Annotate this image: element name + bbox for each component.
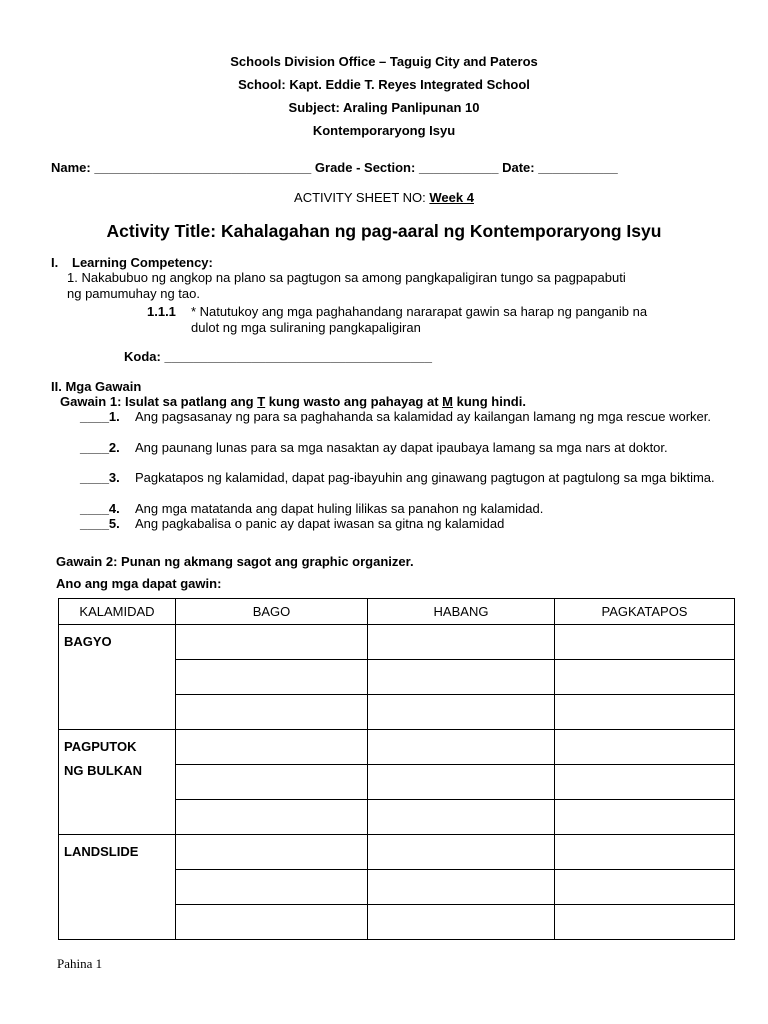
date-label: Date:	[502, 160, 535, 175]
answer-cell[interactable]	[176, 765, 368, 800]
activity-title: Activity Title: Kahalagahan ng pag-aaral ng Kontemporaryong Isyu	[106, 221, 662, 241]
column-header-bago: BAGO	[176, 599, 368, 625]
gawain1-item2-text: Ang paunang lunas para sa mga nasaktan ay dapat ipaubaya lamang sa mga nars at doktor.	[135, 440, 668, 455]
gawain1-item1-answer-blank[interactable]: ____1.	[80, 409, 120, 424]
koda-label: Koda:	[124, 349, 161, 364]
answer-cell[interactable]	[555, 695, 735, 730]
gawain1-item5-text: Ang pagkabalisa o panic ay dapat iwasan sa gitna ng kalamidad	[135, 516, 505, 531]
learning-competency-heading: Learning Competency:	[72, 255, 213, 270]
grade-section-label: Grade - Section:	[314, 160, 416, 175]
table-header-row	[59, 599, 735, 625]
sub-competency-number: 1.1.1	[147, 304, 176, 319]
answer-cell[interactable]	[368, 905, 555, 940]
gawain1-suffix: kung hindi.	[453, 394, 526, 409]
column-header-kalamidad: KALAMIDAD	[59, 599, 176, 625]
row-label-line: LANDSLIDE	[64, 844, 139, 859]
gawain1-prefix: Gawain 1: Isulat sa patlang ang	[60, 394, 258, 409]
gawain1-item4-answer-blank[interactable]: ____4.	[80, 501, 120, 516]
answer-cell[interactable]	[176, 625, 368, 660]
answer-cell[interactable]	[368, 730, 555, 765]
gawain2-question: Ano ang mga dapat gawin:	[56, 576, 222, 591]
gawain1-m-letter: M	[442, 394, 453, 409]
answer-cell[interactable]	[176, 695, 368, 730]
gawain1-item3-answer-blank[interactable]: ____3.	[80, 470, 120, 485]
row-label-bagyo	[59, 625, 176, 730]
info-line	[51, 160, 618, 175]
answer-cell[interactable]	[555, 870, 735, 905]
school-division-office: Schools Division Office – Taguig City and Pateros	[230, 54, 538, 69]
answer-cell[interactable]	[368, 695, 555, 730]
table-row	[59, 730, 735, 765]
sub-competency-line2: dulot ng mga suliraning pangkapaligiran	[191, 320, 421, 335]
table-row	[59, 625, 735, 660]
gawain1-item5-answer-blank[interactable]: ____5.	[80, 516, 120, 531]
gawain1-item3-text: Pagkatapos ng kalamidad, dapat pag-ibayuhin ang ginawang pagtugon at pagtulong sa mga biktima.	[135, 470, 715, 485]
answer-cell[interactable]	[368, 660, 555, 695]
answer-cell[interactable]	[555, 905, 735, 940]
gawain1-middle: kung wasto ang pahayag at	[265, 394, 443, 409]
sub-competency-line1: * Natutukoy ang mga paghahandang nararapat gawin sa harap ng panganib na	[191, 304, 648, 319]
row-label-line: NG BULKAN	[64, 763, 142, 778]
gawain1-t-letter: T	[257, 394, 266, 409]
activity-week: Week 4	[429, 190, 474, 205]
competency-item-line1: 1. Nakabubuo ng angkop na plano sa pagtugon sa among pangkapaligiran tungo sa pagpapabuti	[67, 270, 626, 285]
gawain1-instruction	[60, 394, 526, 409]
answer-cell[interactable]	[555, 800, 735, 835]
answer-cell[interactable]	[368, 625, 555, 660]
column-header-habang: HABANG	[368, 599, 555, 625]
answer-cell[interactable]	[368, 870, 555, 905]
answer-cell[interactable]	[555, 625, 735, 660]
answer-cell[interactable]	[555, 730, 735, 765]
mga-gawain-heading: II. Mga Gawain	[51, 379, 142, 394]
answer-cell[interactable]	[176, 835, 368, 870]
answer-cell[interactable]	[176, 800, 368, 835]
name-blank[interactable]: ______________________________	[94, 160, 312, 175]
gawain2-heading: Gawain 2: Punan ng akmang sagot ang graphic organizer.	[56, 554, 414, 569]
answer-cell[interactable]	[555, 660, 735, 695]
answer-cell[interactable]	[555, 835, 735, 870]
row-label-line: BAGYO	[64, 634, 112, 649]
answer-cell[interactable]	[555, 765, 735, 800]
table-row	[59, 835, 735, 870]
row-label-landslide	[59, 835, 176, 940]
koda-blank[interactable]: _____________________________________	[164, 349, 432, 364]
grade-section-blank[interactable]: ___________	[418, 160, 499, 175]
date-blank[interactable]: ___________	[538, 160, 618, 175]
column-header-pagkatapos: PAGKATAPOS	[555, 599, 735, 625]
activity-sheet-number	[0, 190, 768, 205]
subject-line: Subject: Araling Panlipunan 10	[288, 100, 480, 115]
gawain1-item1-text: Ang pagsasanay ng para sa paghahanda sa kalamidad ay kailangan lamang ng mga rescue worker.	[135, 409, 711, 424]
topic-line: Kontemporaryong Isyu	[312, 123, 456, 138]
page-number: Pahina 1	[57, 956, 103, 971]
gawain1-item4-text: Ang mga matatanda ang dapat huling lilikas sa panahon ng kalamidad.	[135, 501, 544, 516]
answer-cell[interactable]	[368, 835, 555, 870]
koda-line	[124, 349, 432, 364]
answer-cell[interactable]	[368, 800, 555, 835]
gawain1-item2-answer-blank[interactable]: ____2.	[80, 440, 120, 455]
learning-competency-number: I.	[51, 255, 59, 270]
answer-cell[interactable]	[176, 905, 368, 940]
activity-sheet-label: ACTIVITY SHEET NO:	[294, 190, 426, 205]
answer-cell[interactable]	[176, 730, 368, 765]
answer-cell[interactable]	[176, 660, 368, 695]
row-label-pagputok-ng-bulkan	[59, 730, 176, 835]
competency-item-line2: ng pamumuhay ng tao.	[67, 286, 200, 301]
name-label: Name:	[51, 160, 91, 175]
school-name: School: Kapt. Eddie T. Reyes Integrated School	[238, 77, 530, 92]
row-label-line: PAGPUTOK	[64, 739, 137, 754]
answer-cell[interactable]	[368, 765, 555, 800]
answer-cell[interactable]	[176, 870, 368, 905]
graphic-organizer-table	[58, 598, 735, 940]
